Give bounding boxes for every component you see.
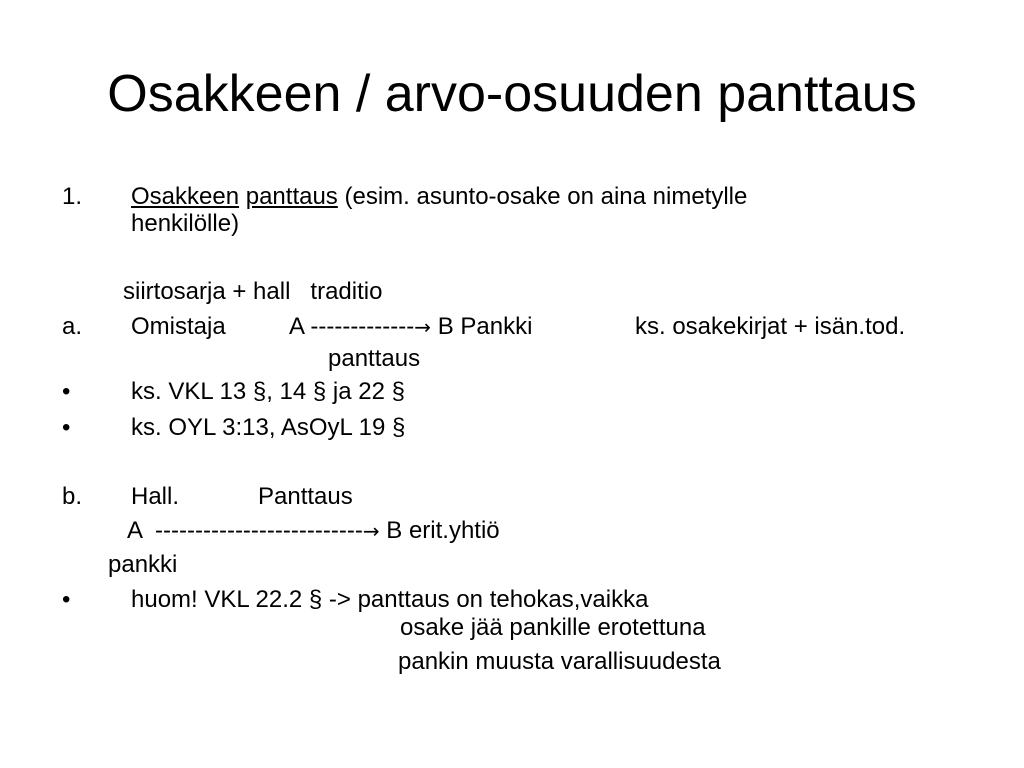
item-b-label2: Panttaus [258, 483, 353, 510]
bullet-b-line1: huom! VKL 22.2 § -> panttaus on tehokas,vaikka [131, 586, 649, 613]
slide-title: Osakkeen / arvo-osuuden panttaus [107, 65, 917, 123]
item-a-sub: panttaus [328, 345, 421, 372]
item-a-to: B Pankki [437, 313, 533, 340]
item-1-line2: henkilölle) [131, 210, 240, 237]
item-a-from: A ------------- [289, 313, 415, 340]
item-b-from: A -------------------------- [127, 517, 363, 544]
item-1-word-panttaus: panttaus [245, 183, 338, 210]
item-1-line1 [131, 183, 747, 211]
item-b-label: Hall. [131, 483, 180, 510]
bullet-marker: • [62, 414, 71, 441]
arrow-right-icon: → [362, 519, 380, 543]
item-b-sub: pankki [108, 551, 178, 578]
item-a-label: Omistaja [131, 313, 226, 340]
item-1-marker: 1. [62, 183, 83, 210]
item-a-marker: a. [62, 313, 83, 340]
bullet-text: ks. VKL 13 §, 14 § ja 22 § [131, 378, 405, 405]
bullet-b-line3: pankin muusta varallisuudesta [398, 648, 721, 675]
bullet-marker: • [62, 378, 71, 405]
bullet-marker: • [62, 586, 71, 613]
item-a-transfer [289, 313, 532, 341]
item-a-note: ks. osakekirjat + isän.tod. [635, 313, 906, 340]
item-b-to: B erit.yhtiö [386, 517, 500, 544]
item-1-word-osakkeen: Osakkeen [131, 183, 240, 210]
transfer-note: siirtosarja + hall traditio [123, 278, 383, 305]
arrow-right-icon: → [414, 315, 432, 339]
item-b-transfer [127, 517, 500, 545]
bullet-text: ks. OYL 3:13, AsOyL 19 § [131, 414, 406, 441]
bullet-b-line2: osake jää pankille erotettuna [400, 614, 706, 641]
item-b-marker: b. [62, 483, 83, 510]
item-1-rest: (esim. asunto-osake on aina nimetylle [344, 183, 748, 210]
